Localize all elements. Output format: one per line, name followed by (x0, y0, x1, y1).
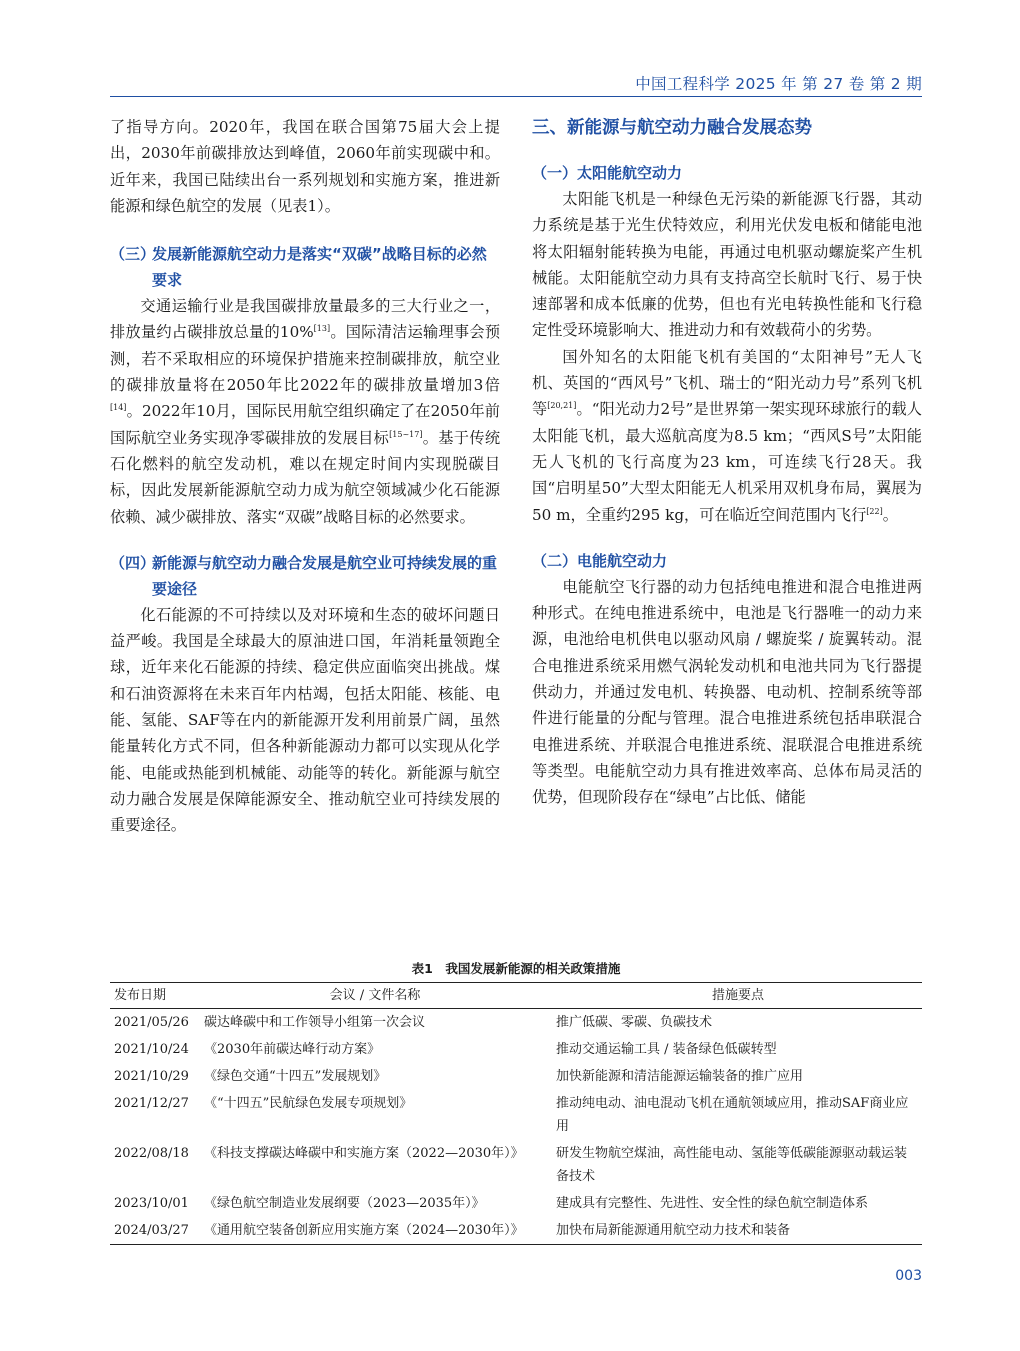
left-column (110, 114, 500, 839)
table-row (110, 1217, 922, 1245)
cell-date: 2022/08/18 (114, 1146, 189, 1161)
heading-section-4 (110, 550, 500, 602)
cell-document: 碳达峰碳中和工作领导小组第一次会议 (204, 1015, 426, 1030)
page-number: 003 (895, 1268, 922, 1284)
header-divider (110, 96, 922, 97)
heading-text: 新能源与航空动力融合发展是航空业可持续发展的重要途径 (152, 553, 498, 598)
column-header-document: 会议 / 文件名称 (329, 988, 421, 1003)
cell-date: 2021/10/24 (114, 1042, 189, 1057)
cell-measures: 加快布局新能源通用航空动力技术和装备 (556, 1223, 791, 1238)
text-run: 。基于传统石化燃料的航空发动机，难以在规定时间内实现脱碳目标，因此发展新能源航空动力成为航空领域减少化石能源依赖、减少碳排放、落实“双碳”战略目标的必然要求。 (110, 428, 501, 526)
paragraph-electric-propulsion: 电能航空飞行器的动力包括纯电推进和混合电推进两种形式。在纯电推进系统中，电池是飞行器唯一的动力来源，电池给电机供电以驱动风扇 / 螺旋桨 / 旋翼转动。混合电推进系统采用燃气涡轮发动机和电池共同为飞行器提供动力，并通过发电机、转换器、电动机、控制系统等部件进行能量的分配与管理。混合电推进系统包括串联混合电推进系统、并联混合电推进系统、混联混合电推进系统等类型。电能航空动力具有推进效率高、总体布局灵活的优势，但现阶段存在“绿电”占比低、储能 (532, 577, 922, 807)
cell-measures: 建成具有完整性、先进性、安全性的绿色航空制造体系 (556, 1196, 869, 1211)
policy-table (110, 982, 922, 1245)
table-header-row (110, 983, 922, 1009)
table-row (110, 1063, 922, 1090)
cell-measures: 研发生物航空煤油，高性能电动、氢能等低碳能源驱动载运装备技术 (556, 1146, 908, 1184)
text-run: 交通运输行业是我国碳排放量最多的三大行业之一，排放量约占碳排放总量的10% (110, 297, 500, 342)
cell-date: 2021/12/27 (114, 1096, 189, 1111)
paragraph-policy-guidance: 了指导方向。2020年，我国在联合国第75届大会上提出，2030年前碳排放达到峰值，2060年前实现碳中和。近年来，我国已陆续出台一系列规划和实施方案，推进新能源和绿色航空的发展（见表1）。 (110, 118, 500, 215)
table-caption: 表1 我国发展新能源的相关政策措施 (411, 961, 621, 976)
citation-ref: [20,21] (547, 401, 577, 411)
text-run: 。 (882, 505, 898, 524)
cell-date: 2021/05/26 (114, 1015, 189, 1030)
text-run: 国外知名的太阳能飞机有美国的“太阳神号”无人飞机、英国的“西风号”飞机、瑞士的“阳光动力号”系列飞机等 (532, 347, 922, 419)
journal-header: 中国工程科学 2025 年 第 27 卷 第 2 期 (635, 75, 922, 93)
cell-date: 2024/03/27 (114, 1223, 189, 1238)
table-row (110, 1009, 922, 1037)
paragraph-transport-emissions (110, 293, 500, 530)
paragraph-solar-examples (532, 344, 922, 528)
section-title: 三、新能源与航空动力融合发展态势 (532, 118, 812, 138)
cell-measures: 推广低碳、零碳、负碳技术 (556, 1015, 713, 1030)
citation-ref: [22] (866, 506, 883, 516)
table-row (110, 1090, 922, 1140)
cell-measures: 推动纯电动、油电混动飞机在通航领域应用，推动SAF商业应用 (556, 1096, 909, 1134)
table-row (110, 1190, 922, 1217)
cell-measures: 推动交通运输工具 / 装备绿色低碳转型 (556, 1042, 777, 1057)
paragraph-fossil-energy: 化石能源的不可持续以及对环境和生态的破坏问题日益严峻。我国是全球最大的原油进口国，年消耗量领跑全球，近年来化石能源的持续、稳定供应面临突出挑战。煤和石油资源将在未来百年内枯竭，包括太阳能、核能、电能、氢能、SAF等在内的新能源开发利用前景广阔，虽然能量转化方式不同，但各种新能源动力都可以实现从化学能、电能或热能到机械能、动能等的转化。新能源与航空动力融合发展是保障能源安全、推动航空业可持续发展的重要途径。 (110, 605, 500, 835)
heading-electric: （二）电能航空动力 (532, 551, 668, 570)
table-row (110, 1140, 922, 1190)
heading-number: （三） (110, 245, 156, 264)
cell-document: 《绿色交通“十四五”发展规划》 (204, 1069, 387, 1084)
cell-document: 《通用航空装备创新应用实施方案（2024—2030年）》 (204, 1223, 524, 1238)
text-run: 。国际清洁运输理事会预测，若不采取相应的环境保护措施来控制碳排放，航空业的碳排放量将在2050年比2022年的碳排放量增加3倍 (110, 323, 501, 395)
table-row (110, 1036, 922, 1063)
cell-date: 2023/10/01 (114, 1196, 189, 1211)
policy-table-block (110, 960, 922, 1245)
cell-document: 《“十四五”民航绿色发展专项规划》 (204, 1096, 413, 1111)
heading-solar: （一）太阳能航空动力 (532, 164, 683, 182)
column-header-date: 发布日期 (114, 988, 167, 1003)
text-run: 。“阳光动力2号”是世界第一架实现环球旅行的载人太阳能飞机，最大巡航高度为8.5 km；“西风S号”太阳能无人飞机的飞行高度为23 km，可连续飞行28天。我国“启明星50”大型太阳能无人机采用双机身布局，翼展为50 m，全重约295 kg，可在临近空间范围内飞行 (532, 400, 922, 524)
heading-text: 发展新能源航空动力是落实“双碳”战略目标的必然要求 (152, 245, 487, 290)
paragraph-solar-aircraft: 太阳能飞机是一种绿色无污染的新能源飞行器，其动力系统是基于光生伏特效应，利用光伏发电板和储能电池将太阳辐射能转换为电能，再通过电机驱动螺旋桨产生机械能。太阳能航空动力具有支持高空长航时飞行、易于快速部署和成本低廉的优势，但也有光电转换性能和飞行稳定性受环境影响大、推进动力和有效载荷小的劣势。 (532, 190, 922, 340)
citation-ref: [13] (313, 324, 331, 334)
citation-ref: [14] (110, 403, 127, 413)
text-run: 。2022年10月，国际民用航空组织确定了在2050年前国际航空业务实现净零碳排放的发展目标 (110, 402, 500, 447)
heading-section-3 (110, 241, 500, 293)
cell-document: 《绿色航空制造业发展纲要（2023—2035年）》 (204, 1196, 485, 1211)
cell-document: 《科技支撑碳达峰碳中和实施方案（2022—2030年）》 (204, 1146, 524, 1161)
citation-ref: [15~17] (389, 429, 423, 439)
right-column (532, 114, 922, 811)
cell-date: 2021/10/29 (114, 1069, 189, 1084)
heading-number: （四） (110, 553, 156, 572)
cell-measures: 加快新能源和清洁能源运输装备的推广应用 (556, 1069, 804, 1084)
column-header-measures: 措施要点 (711, 988, 764, 1003)
cell-document: 《2030年前碳达峰行动方案》 (204, 1042, 381, 1057)
